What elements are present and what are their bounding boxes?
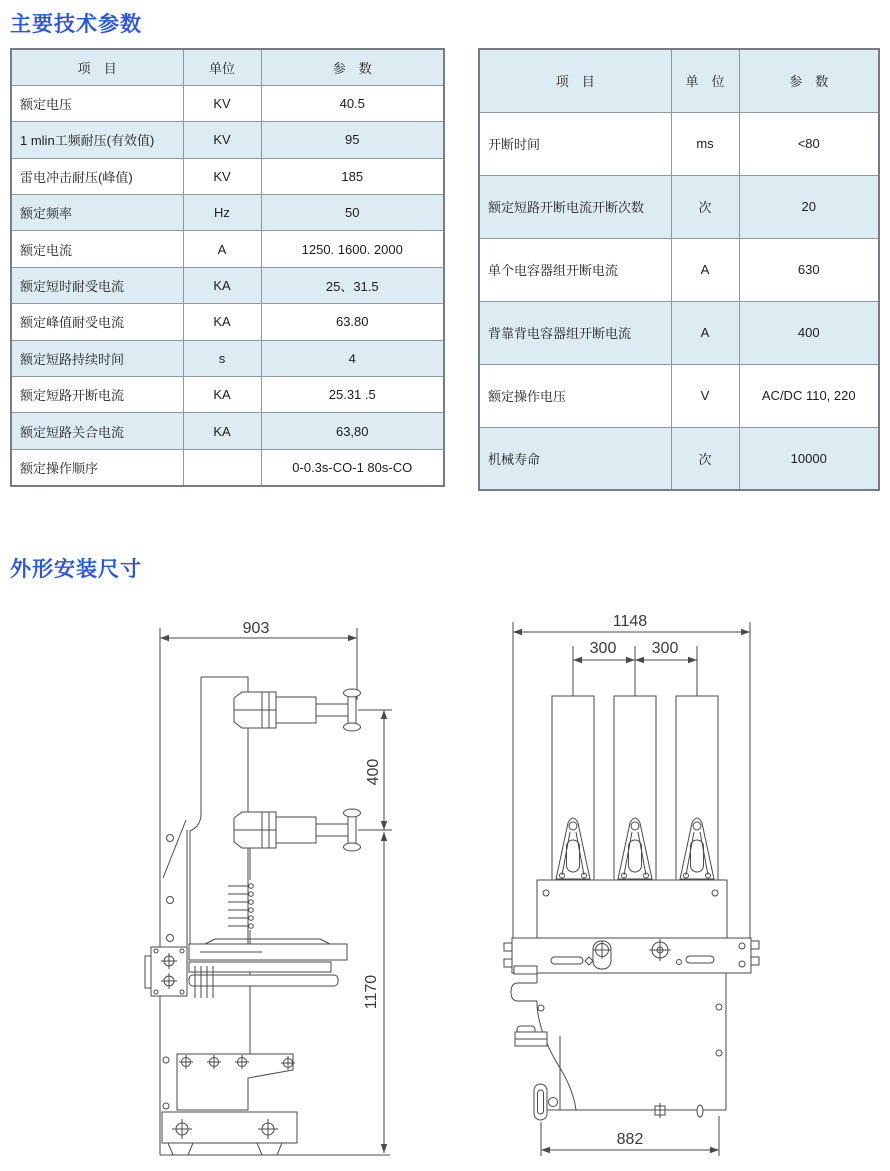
- table-row: [11, 304, 444, 340]
- upper-bushing: [234, 689, 361, 731]
- cell-unit: KV: [183, 122, 261, 158]
- table-row: [11, 122, 444, 158]
- cross-rail: [504, 938, 759, 973]
- cell-unit: KA: [183, 413, 261, 449]
- header-value: 参 数: [739, 49, 879, 112]
- table-row: [479, 112, 879, 175]
- cell-unit: 次: [671, 175, 739, 238]
- secondary-parameters-table: [478, 48, 880, 491]
- section-title-dimensions: 外形安装尺寸: [10, 558, 142, 581]
- cell-value: 20: [739, 175, 879, 238]
- cell-item: 额定短路关合电流: [11, 413, 183, 449]
- main-parameters-table: [10, 48, 445, 487]
- cell-item: 1 mlin工频耐压(有效值): [11, 122, 183, 158]
- dim-label-400: 400: [365, 758, 382, 786]
- cell-value: 630: [739, 238, 879, 301]
- header-item: 项 目: [479, 49, 671, 112]
- cell-unit: KA: [183, 304, 261, 340]
- table-row: [11, 85, 444, 121]
- cell-unit: KV: [183, 158, 261, 194]
- table-row: [11, 231, 444, 267]
- cell-unit: KV: [183, 85, 261, 121]
- table-row: [479, 301, 879, 364]
- linkage-arms: [189, 939, 347, 998]
- table-header-row: [11, 49, 444, 85]
- mechanism-box: [511, 966, 726, 1120]
- cell-unit: KA: [183, 267, 261, 303]
- cell-value: 40.5: [261, 85, 444, 121]
- dim-label-1148: 1148: [612, 613, 648, 630]
- table-row: [11, 449, 444, 485]
- cell-item: 额定短路持续时间: [11, 340, 183, 376]
- cell-unit: ms: [671, 112, 739, 175]
- table-row: [11, 377, 444, 413]
- shaft-block: [145, 947, 187, 996]
- cell-value: 95: [261, 122, 444, 158]
- cell-item: 额定电压: [11, 85, 183, 121]
- cell-value: 1250. 1600. 2000: [261, 231, 444, 267]
- cell-value: 63.80: [261, 304, 444, 340]
- cell-item: 开断时间: [479, 112, 671, 175]
- cell-value: <80: [739, 112, 879, 175]
- cell-unit: Hz: [183, 195, 261, 231]
- cell-unit: [183, 449, 261, 485]
- table-row: [11, 340, 444, 376]
- header-value: 参 数: [261, 49, 444, 85]
- cell-unit: V: [671, 364, 739, 427]
- cell-value: 0-0.3s-CO-1 80s-CO: [261, 449, 444, 485]
- cell-item: 额定电流: [11, 231, 183, 267]
- table-header-row: [479, 49, 879, 112]
- dimension-1170: [381, 832, 387, 1153]
- table-row: [479, 364, 879, 427]
- cell-value: AC/DC 110, 220: [739, 364, 879, 427]
- dim-label-300-left: 300: [589, 640, 617, 657]
- cell-item: 背靠背电容器组开断电流: [479, 301, 671, 364]
- dim-label-903: 903: [242, 620, 270, 637]
- cell-item: 额定短时耐受电流: [11, 267, 183, 303]
- lower-bushing: [234, 809, 361, 851]
- dim-label-300-right: 300: [651, 640, 679, 657]
- base-frame: [160, 1112, 390, 1155]
- front-view-drawing: [500, 596, 890, 1170]
- cell-unit: A: [183, 231, 261, 267]
- cell-item: 机械寿命: [479, 427, 671, 490]
- cell-unit: 次: [671, 427, 739, 490]
- header-item: 项 目: [11, 49, 183, 85]
- dim-label-1170: 1170: [363, 974, 380, 1010]
- cell-item: 额定短路开断电流: [11, 377, 183, 413]
- cell-value: 400: [739, 301, 879, 364]
- section-title-params: 主要技术参数: [10, 13, 142, 36]
- table-row: [11, 158, 444, 194]
- table-row: [479, 427, 879, 490]
- cell-unit: KA: [183, 377, 261, 413]
- cell-value: 185: [261, 158, 444, 194]
- cell-item: 额定频率: [11, 195, 183, 231]
- table-row: [11, 195, 444, 231]
- table-row: [11, 413, 444, 449]
- cell-value: 25.31 .5: [261, 377, 444, 413]
- cell-item: 单个电容器组开断电流: [479, 238, 671, 301]
- table-row: [479, 175, 879, 238]
- cell-value: 25、31.5: [261, 267, 444, 303]
- cell-unit: s: [183, 340, 261, 376]
- pole-support-plate: [537, 880, 727, 938]
- cell-value: 10000: [739, 427, 879, 490]
- cell-item: 额定操作电压: [479, 364, 671, 427]
- cell-unit: A: [671, 301, 739, 364]
- cell-item: 雷电冲击耐压(峰值): [11, 158, 183, 194]
- mounting-bracket: [177, 1054, 295, 1110]
- header-unit: 单位: [183, 49, 261, 85]
- table-row: [11, 267, 444, 303]
- cell-value: 63,80: [261, 413, 444, 449]
- cell-item: 额定短路开断电流开断次数: [479, 175, 671, 238]
- cell-unit: A: [671, 238, 739, 301]
- cell-item: 额定峰值耐受电流: [11, 304, 183, 340]
- side-view-drawing: [138, 612, 408, 1170]
- cell-value: 50: [261, 195, 444, 231]
- table-row: [479, 238, 879, 301]
- cell-item: 额定操作顺序: [11, 449, 183, 485]
- dim-label-882: 882: [616, 1131, 644, 1148]
- cell-value: 4: [261, 340, 444, 376]
- header-unit: 单 位: [671, 49, 739, 112]
